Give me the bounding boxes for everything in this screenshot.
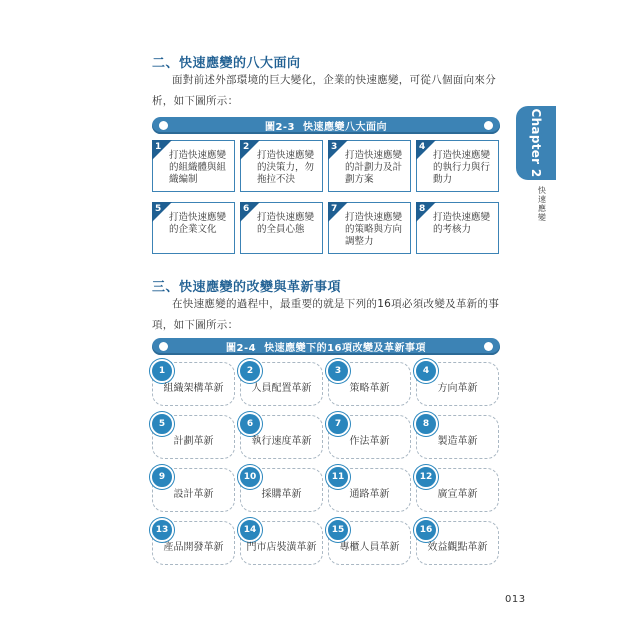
change-item: [240, 521, 323, 565]
aspect-box: [328, 202, 411, 254]
chapter-subtitle: 快速應變: [538, 186, 546, 222]
figure-caption: [152, 339, 500, 354]
change-text: 計劃革新: [173, 436, 214, 447]
change-text: 專櫃人員革新: [339, 542, 400, 553]
aspect-text: 打造快速應變的策略與方向調整力: [345, 212, 403, 247]
change-text: 製造革新: [437, 436, 478, 447]
change-item: [240, 415, 323, 459]
number-circle: 12: [414, 465, 438, 489]
aspect-number: 3: [331, 142, 338, 152]
number-circle: 3: [326, 359, 350, 383]
number-circle: 4: [414, 359, 438, 383]
number-circle: 8: [414, 412, 438, 436]
section-paragraph-eight-aspects: 面對前述外部環境的巨大變化，企業的快速應變，可從八個面向來分析，如下圖所示：: [152, 74, 496, 107]
aspect-text: 打造快速應變的組織體與組織編制: [169, 150, 227, 185]
change-item: [152, 415, 235, 459]
change-text: 產品開發革新: [163, 542, 224, 553]
change-text: 設計革新: [173, 489, 214, 500]
change-item: [240, 362, 323, 406]
sixteen-changes-grid: [152, 362, 500, 570]
number-circle: 2: [238, 359, 262, 383]
change-item: [416, 415, 499, 459]
page-number: 013: [505, 594, 526, 605]
aspect-box: [240, 140, 323, 192]
figure-caption-bar-2-3: [152, 117, 500, 134]
change-text: 方向革新: [437, 383, 478, 394]
number-circle: 15: [326, 518, 350, 542]
aspect-number: 1: [155, 142, 162, 152]
change-item: [328, 415, 411, 459]
number-circle: 9: [150, 465, 174, 489]
number-circle: 6: [238, 412, 262, 436]
aspect-number: 6: [243, 204, 250, 214]
aspect-box: [416, 202, 499, 254]
aspect-text: 打造快速應變的全員心態: [257, 212, 315, 235]
aspect-number: 5: [155, 204, 162, 214]
caption-dot-right-icon: [484, 121, 493, 130]
change-item: [328, 362, 411, 406]
caption-dot-right-icon: [484, 342, 493, 351]
aspect-box: [240, 202, 323, 254]
change-item: [328, 521, 411, 565]
aspect-box: [328, 140, 411, 192]
change-text: 效益觀點革新: [427, 542, 488, 553]
change-item: [152, 468, 235, 512]
number-circle: 1: [150, 359, 174, 383]
change-text: 通路革新: [349, 489, 390, 500]
change-text: 門市店裝潢革新: [246, 542, 317, 553]
aspect-box: [152, 140, 235, 192]
change-text: 策略革新: [349, 383, 390, 394]
change-item: [152, 362, 235, 406]
figure-number: 圖2-4: [226, 343, 257, 354]
number-circle: 10: [238, 465, 262, 489]
figure-number: 圖2-3: [264, 122, 296, 133]
aspect-number: 2: [243, 142, 250, 152]
aspect-text: 打造快速應變的決策力，勿拖拉不決: [257, 150, 315, 185]
change-text: 人員配置革新: [251, 383, 312, 394]
section-title-changes: 三、快速應變的改變與革新事項: [152, 280, 342, 295]
chapter-tab: [516, 106, 556, 180]
aspect-text: 打造快速應變的計劃力及計劃方案: [345, 150, 403, 185]
change-item: [152, 521, 235, 565]
figure-title: 快速應變下的16項改變及革新事項: [264, 343, 426, 354]
change-text: 執行速度革新: [251, 436, 312, 447]
number-circle: 7: [326, 412, 350, 436]
number-circle: 13: [150, 518, 174, 542]
aspect-number: 4: [419, 142, 426, 152]
section-title-eight-aspects: 二、快速應變的八大面向: [152, 56, 301, 71]
figure-title: 快速應變八大面向: [303, 122, 388, 133]
chapter-label: Chapter 2: [529, 108, 543, 178]
aspect-box: [152, 202, 235, 254]
aspect-number: 8: [419, 204, 426, 214]
change-text: 組織架構革新: [163, 383, 224, 394]
change-item: [240, 468, 323, 512]
number-circle: 16: [414, 518, 438, 542]
eight-aspects-grid: [152, 140, 500, 258]
number-circle: 11: [326, 465, 350, 489]
figure-caption-bar-2-4: [152, 338, 500, 355]
aspect-number: 7: [331, 204, 338, 214]
change-text: 採購革新: [261, 489, 302, 500]
change-item: [416, 362, 499, 406]
number-circle: 14: [238, 518, 262, 542]
aspect-box: [416, 140, 499, 192]
section-paragraph-changes: 在快速應變的過程中，最重要的就是下列的16項必須改變及革新的事項，如下圖所示：: [152, 298, 500, 331]
change-text: 廣宣革新: [437, 489, 478, 500]
change-item: [328, 468, 411, 512]
aspect-text: 打造快速應變的企業文化: [169, 212, 227, 235]
aspect-text: 打造快速應變的考核力: [433, 212, 491, 235]
change-item: [416, 468, 499, 512]
aspect-text: 打造快速應變的執行力與行動力: [433, 150, 491, 185]
number-circle: 5: [150, 412, 174, 436]
change-item: [416, 521, 499, 565]
figure-caption: [152, 118, 500, 133]
change-text: 作法革新: [349, 436, 390, 447]
